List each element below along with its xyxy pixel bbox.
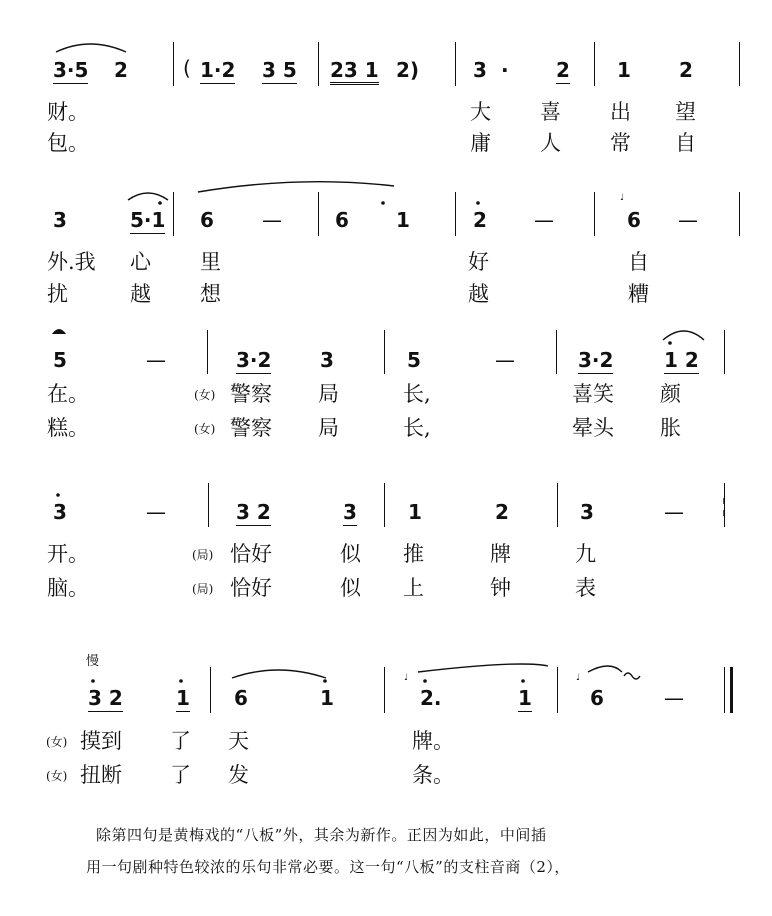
note: 1 2 [664,348,699,372]
lyric: 似 [340,542,361,566]
note: 2) [396,58,420,82]
slur [56,44,126,52]
lyric: 越 [468,282,489,306]
role-mark: (女) [194,422,216,436]
lyric: 扭断 [80,763,122,787]
lyric: 颜 [660,382,681,406]
note: 3 2 [236,500,271,524]
lyric: 喜笑 [572,382,614,406]
lyric: 长, [403,416,431,440]
slur [588,666,622,672]
trill-mark [624,673,640,679]
dash: — [262,208,282,232]
lyric: 财。 [47,100,89,124]
lyric: 局 [318,416,339,440]
lyric: 了 [170,729,191,753]
note: 5 [53,348,67,372]
note: 6 [627,208,641,232]
slur [232,670,326,678]
note: 6 [234,686,248,710]
lyric: 胀 [660,416,681,440]
note: 23 1 [330,58,379,85]
lyric: 了 [170,763,191,787]
lyric: 晕头 [572,416,614,440]
lyric: 外.我 [47,250,96,274]
lyric: 越 [130,282,151,306]
dot: · [501,58,509,82]
high-dot [158,201,162,205]
lyric: 恰好 [230,576,272,600]
role-mark: (女) [194,388,216,402]
lyric: 糟 [628,282,649,306]
lyric: 好 [468,250,489,274]
lyric: 糕。 [47,416,89,440]
note: 1·2 [200,58,236,82]
dash: — [534,208,554,232]
lyric: 心 [130,250,151,274]
lyric: 牌。 [412,729,454,753]
note: 2 [679,58,693,82]
lyric: 庸 [470,131,491,155]
note: 2. [420,686,442,710]
lyric: 开。 [47,542,89,566]
lyric: 大 [470,100,491,124]
lyric: 钟 [490,576,511,600]
note: 3·5 [53,58,89,82]
lyric: 九 [575,542,596,566]
lyric: 恰好 [230,542,272,566]
note: 3·2 [578,348,614,372]
paren: ( [183,56,191,80]
role-mark: (女) [46,735,68,749]
footnote-line-2: 用一句剧种特色较浓的乐句非常必要。这一句“八板”的支柱音商（2）， [86,858,570,876]
role-mark: (局) [192,582,214,596]
note: 1 [176,686,190,710]
note: 3 2 [88,686,123,710]
note: 2 [114,58,128,82]
high-dot [91,679,95,683]
grace-note: ♩ [576,673,581,683]
slur [198,182,394,192]
footnote-line-1: 除第四句是黄梅戏的“八板”外，其余为新作。正因为如此，中间插 [96,826,547,844]
lyric: 自 [628,250,649,274]
note: 1 [617,58,631,82]
dash: — [146,348,166,372]
lyric: 天 [228,729,249,753]
note: 1 [408,500,422,524]
lyric: 局 [318,382,339,406]
tempo-mark: 慢 [86,654,100,669]
note: 5·1 [130,208,166,232]
note: 3·2 [236,348,272,372]
note: 3 [53,500,67,524]
note: 2 [495,500,509,524]
lyric: 想 [200,282,221,306]
lyric: 喜 [540,100,561,124]
note: 1 [518,686,532,710]
lyric: 自 [675,131,696,155]
lyric: 人 [540,131,561,155]
lyric: 警察 [230,416,272,440]
note: 3 [320,348,334,372]
note: 5 [407,348,421,372]
lyric: 发 [228,763,249,787]
high-dot [521,679,525,683]
lyric: 里 [200,250,221,274]
lyric: 牌 [490,542,511,566]
grace-note: ♩ [620,193,625,203]
lyric: 脑。 [47,576,89,600]
note: 6 [590,686,604,710]
fermata [52,329,66,334]
lyric: 常 [610,131,631,155]
slur [663,331,704,340]
lyric: 望 [675,100,696,124]
high-dot [381,201,385,205]
note: 3 [580,500,594,524]
role-mark: (女) [46,769,68,783]
role-mark: (局) [192,548,214,562]
lyric: 条。 [412,763,454,787]
dash: — [664,686,684,710]
high-dot [668,341,672,345]
high-dot [323,679,327,683]
dash: — [146,500,166,524]
lyric: 摸到 [80,729,122,753]
high-dot [476,201,480,205]
dash: — [664,500,684,524]
note: 3 5 [262,58,297,82]
lyric: 在。 [47,382,89,406]
dash: — [678,208,698,232]
lyric: 出 [610,100,631,124]
note: 3 [53,208,67,232]
high-dot [179,679,183,683]
note: 1 [396,208,410,232]
note: 3 [343,500,357,524]
note: 6 [200,208,214,232]
lyric: 推 [403,542,424,566]
lyric: 长, [403,382,431,406]
high-dot [56,493,60,497]
note: 1 [320,686,334,710]
lyric: 上 [403,576,424,600]
lyric: 警察 [230,382,272,406]
dash: — [495,348,515,372]
note: 2 [473,208,487,232]
grace-note: ♩ [404,673,409,683]
note: 6 [335,208,349,232]
lyric: 表 [575,576,596,600]
note: 3 [473,58,487,82]
lyric: 似 [340,576,361,600]
slur [418,664,548,672]
lyric: 包。 [47,131,89,155]
slur [128,193,168,200]
note: 2 [556,58,570,82]
high-dot [423,679,427,683]
lyric: 扰 [47,282,68,306]
